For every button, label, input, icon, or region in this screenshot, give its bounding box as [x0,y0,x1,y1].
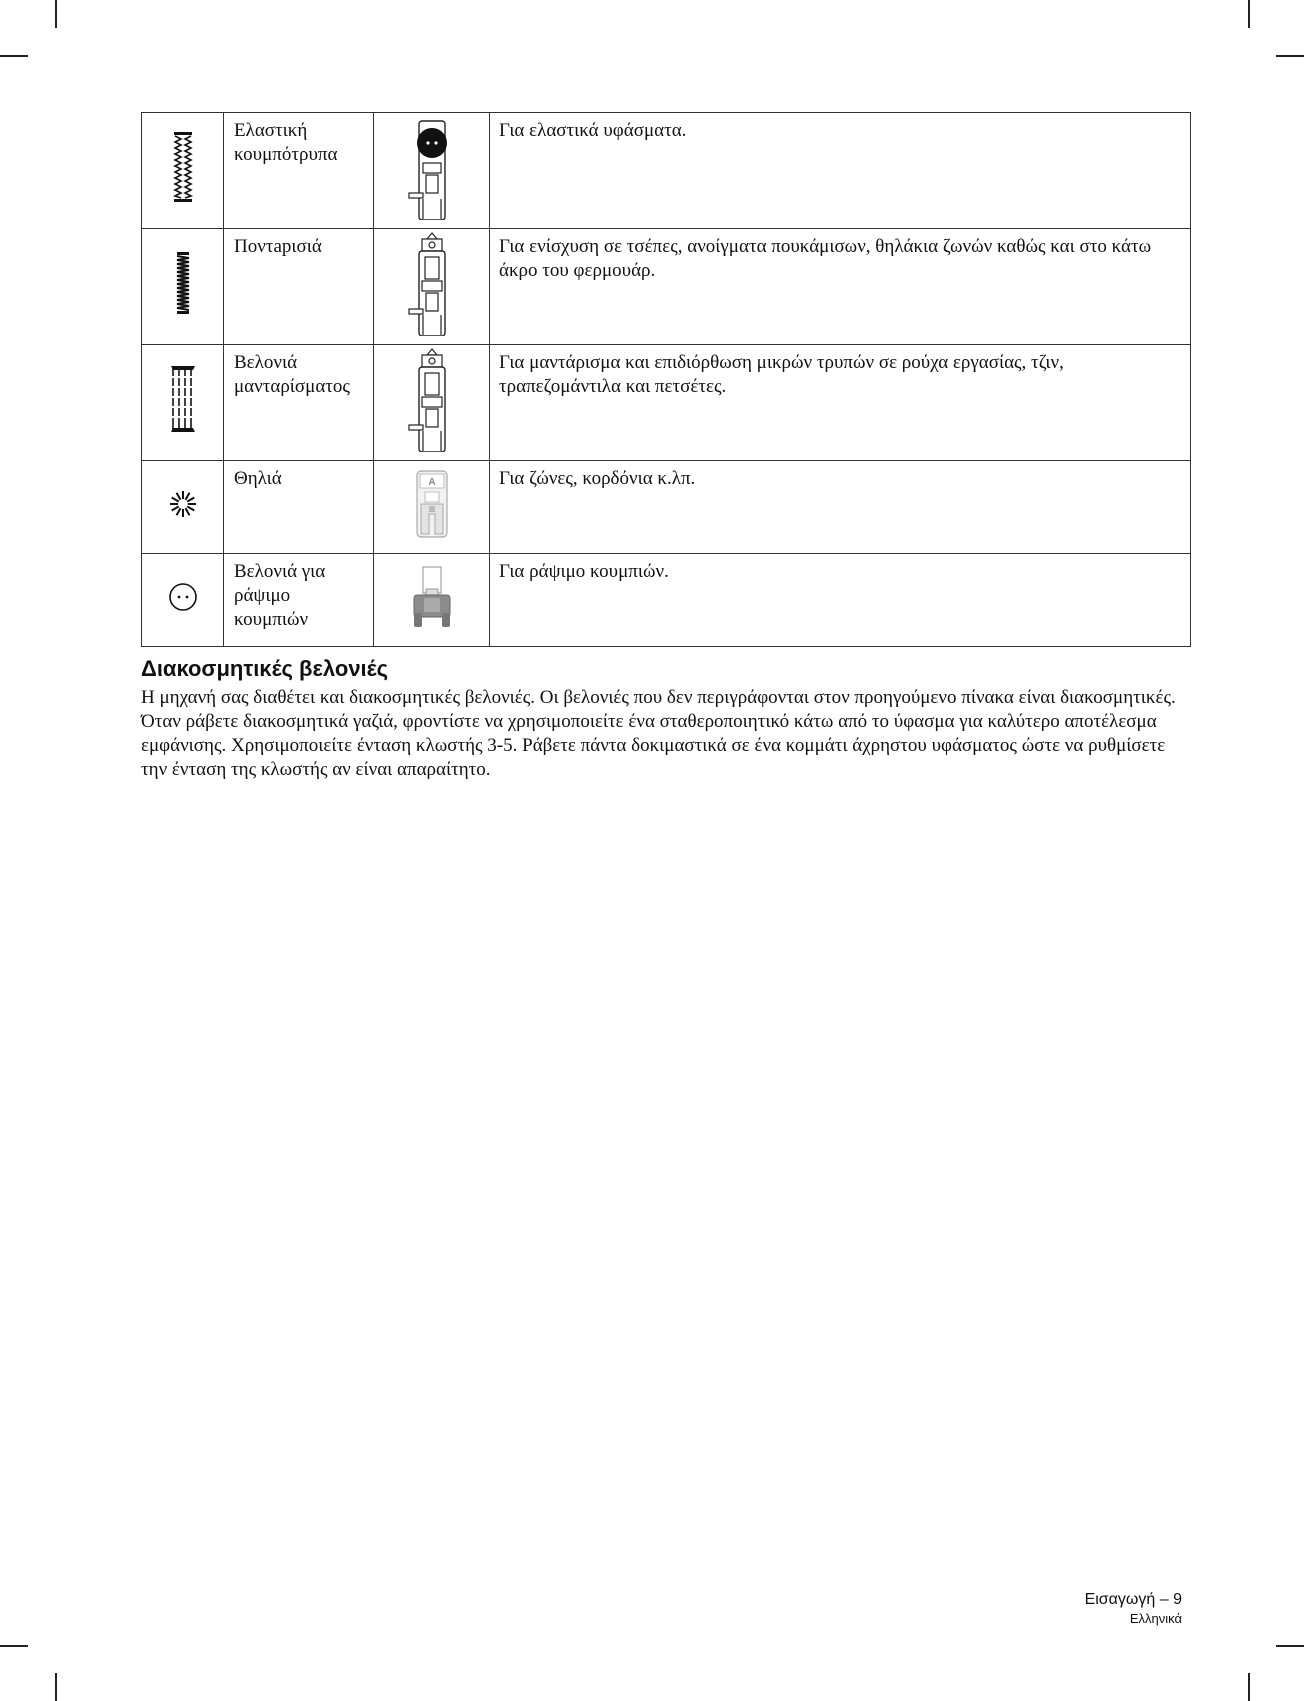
table-row [142,345,1191,461]
crop-mark [55,1673,57,1701]
stitch-icon-cell [142,113,224,229]
crop-mark [1248,0,1250,28]
table-row [142,229,1191,345]
crop-mark [1248,1673,1250,1701]
foot-cell [374,345,490,461]
stitch-name: Βελονιά για ράψιμο κουμπιών [224,554,374,647]
stretch-buttonhole-stitch-icon [171,130,195,204]
presser-foot-icon [397,347,467,452]
eyelet-stitch-icon [169,490,197,518]
crop-mark [1276,1645,1304,1647]
foot-cell [374,229,490,345]
foot-a-icon [407,468,457,540]
bartack-stitch-icon [175,251,191,315]
stitch-name: Ελαστική κουμπότρυπα [224,113,374,229]
stitch-name: Ποντарισιά [224,229,374,345]
stitch-description: Για ενίσχυση σε τσέπες, ανοίγματα πουκάμισων, θηλάκια ζωνών καθώς και στο κάτω άκρο του φερμουάρ. [490,229,1191,345]
crop-mark [0,1645,28,1647]
stitch-icon-cell [142,461,224,554]
svg-text:A: A [427,476,436,488]
button-sewing-foot-icon [409,565,455,629]
stitch-description: Για ελαστικά υφάσματα. [490,113,1191,229]
section-body: Η μηχανή σας διαθέτει και διακοσμητικές βελονιές. Οι βελονιές που δεν περιγράφονται στον προηγούμενο πίνακα είναι διακοσμητικές. Όταν ράβετε διακοσμητικά γαζιά, φροντίστε να χρησιμοποιείτε ένα σταθεροποιητικό κάτω από το ύφασμα για καλύτερο αποτέλεσμα εμφάνισης. Χρησιμοποιείτε ένταση κλωστής 3-5. Ράβετε πάντα δοκιμαστικά σε ένα κομμάτι άχρηστου υφάσματος ώστε να ρυθμίσετε την ένταση της κλωστής αν είναι απαραίτητο. [141,687,1176,780]
stitch-description: Για ζώνες, κορδόνια κ.λπ. [490,461,1191,554]
foot-cell [374,113,490,229]
buttonhole-foot-icon [397,115,467,220]
section-heading: Διακοσμητικές βελονιές [141,656,389,681]
footer-language: Ελληνικά [1129,1611,1182,1626]
stitch-icon-cell [142,229,224,345]
darning-stitch-icon [170,364,196,434]
footer-page-title: Εισαγωγή – 9 [1084,1591,1182,1608]
crop-mark [55,0,57,28]
crop-mark [1276,55,1304,57]
foot-cell [374,461,490,554]
stitch-name: Θηλιά [224,461,374,554]
table-row [142,461,1191,554]
presser-foot-icon [397,231,467,336]
stitch-description: Για μαντάρισμα και επιδιόρθωση μικρών τρυπών σε ρούχα εργασίας, τζιν, τραπεζομάντιλα και πετσέτες. [490,345,1191,461]
table-row [142,554,1191,647]
foot-cell [374,554,490,647]
stitch-icon-cell [142,554,224,647]
button-sewing-stitch-icon [168,582,198,612]
stitch-name: Βελονιά μανταρίσματος [224,345,374,461]
stitch-icon-cell [142,345,224,461]
stitch-description: Για ράψιμο κουμπιών. [490,554,1191,647]
crop-mark [0,55,28,57]
stitch-table [141,112,1191,647]
table-row [142,113,1191,229]
